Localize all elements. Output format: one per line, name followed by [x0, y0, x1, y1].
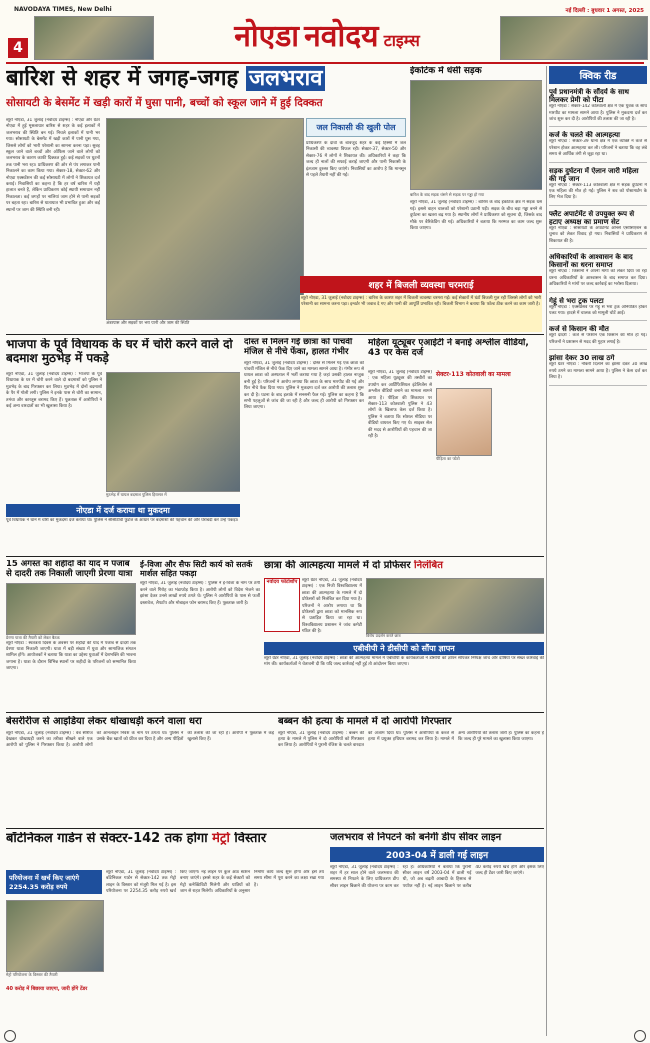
suicide-body: ब्यूरो ग्रेटर नोएडा, 31 जुलाई (नवोदय टाइम्स) : एक निजी विश्वविद्यालय में छात्रा की आत्महत्या के मामले में दो प्रोफेसरों को निलंबित कर दिया गया है। परिजनों ने आरोप लगाया था कि प्रोफेसरों द्वारा छात्रा को मानसिक रूप से प्रताड़ित किया जा रहा था। विश्वविद्यालय प्रशासन ने जांच कमेटी गठित की है।: [302, 578, 362, 635]
masthead-title-navoday: नवोदय: [304, 19, 379, 54]
quick-read-item-body: ब्यूरो नोएडा : सेक्टर-113 कोतवाली क्षेत्र में सड़क दुर्घटना में एक महिला की मौत हो गई। पुलिस ने शव को पोस्टमार्टम के लिए भेज दिया है।: [549, 182, 647, 201]
divider-4: [6, 828, 544, 829]
metro-caption: मेट्रो परियोजना के विस्तार की तैयारी: [6, 972, 58, 977]
quick-read-title: क्विक रीड: [549, 66, 647, 84]
suicide-headline-a: छात्रा की आत्महत्या मामले में दो प्रोफेसर: [264, 560, 411, 571]
quick-read-item: [549, 354, 647, 385]
quick-read-item-body: ब्यूरो नोएडा : सोसायटी के अपार्टमेंट ओनर्स एसोसिएशन के चुनाव को लेकर विवाद हो गया। निवासियों ने प्राधिकरण से शिकायत की है।: [549, 225, 647, 244]
masthead-photo-right: [500, 16, 648, 60]
register-mark-left: [4, 1030, 16, 1042]
dhansi-caption: बारिश के बाद सड़क धंसने से सड़क पर गड्ढा हो गया: [410, 192, 484, 198]
quick-read-item: [549, 325, 647, 350]
metro-headline: [6, 832, 326, 847]
metro-photo: [6, 900, 104, 972]
bijli-bar: शहर में बिजली व्यवस्था चरमराई: [300, 276, 542, 293]
quick-read-item-headline: सड़क दुर्घटना में ऐलान जारी महिला की गई जान: [549, 166, 639, 183]
suicide-bar: एबीवीपी ने डीसीपी को सौंपा ज्ञापन: [264, 642, 544, 655]
quick-read-item: [549, 253, 647, 292]
quick-read-column: [546, 66, 647, 1036]
shaheed-headline: 15 अगस्त को शहीदों की याद में पंजाब से दादरी तक निकाली जाएगी प्रेरणा यात्रा: [6, 560, 133, 579]
quick-read-item-headline: झांसा देकर 30 लाख ठगे: [549, 354, 615, 363]
youtuber-photo: [436, 388, 492, 456]
dhansi-body: ब्यूरो नोएडा, 31 जुलाई (नवोदय टाइम्स) : बारिश के बाद ईकोटेक क्षेत्र में सड़क धंस गई। इससे वाहन चालकों को परेशानी उठानी पड़ी। सड़क के बीच बड़ा गड्ढा बनने से दुर्घटना का खतरा बढ़ गया है। स्थानीय लोगों ने प्राधिकरण को सूचना दी, जिसके बाद मौके पर बैरिकेडिंग की गई। अधिकारियों ने बताया कि मरम्मत का काम जल्द शुरू किया जाएगा।: [410, 200, 542, 231]
masthead: [0, 0, 650, 62]
quick-read-item: [549, 210, 647, 249]
masthead-title: [162, 14, 492, 60]
metro-headline-a: बॉटेनिकल गार्डन से सेक्टर-142 तक होगा: [6, 832, 208, 846]
quick-read-item-body: ब्यूरो ग्रेटर नोएडा : नौकरी दिलाने का झांसा देकर 30 लाख रुपये ठगने का मामला सामने आया है। पुलिस ने केस दर्ज कर लिया है।: [549, 362, 647, 381]
suicide-headline: [264, 560, 544, 572]
quick-read-item: [549, 131, 647, 162]
lead-body: ब्यूरो नोएडा, 31 जुलाई (नवोदय टाइम्स) : नोएडा और ग्रेटर नोएडा में हुई मूसलाधार बारिश से शहर के कई इलाकों में जलभराव की स्थिति बन गई। निचले इलाकों में पानी भर गया। सोसायटी के बेसमेंट में खड़ी कारों में पानी घुस गया, जिससे लोगों को भारी परेशानी का सामना करना पड़ा। सुबह स्कूल जाने वाले बच्चों और ऑफिस जाने वाले लोगों को जलभराव के कारण काफी दिक्कत हुई। कई सड़कों पर घुटनों तक पानी भरा रहा। प्राधिकरण की ओर से पंप लगाकर पानी निकालने का काम किया गया। सेक्टर-18, सेक्टर-62 और नोएडा एक्सटेंशन की कई सोसायटी में लोगों ने शिकायत दर्ज कराई। निवासियों का कहना है कि हर वर्ष बारिश में यही हालात बनते हैं, लेकिन प्राधिकरण कोई स्थायी समाधान नहीं निकालता। कई जगहों पर नालियां जाम होने से पानी सड़कों पर बहता रहा। बारिश से यातायात भी प्रभावित हुआ और कई स्थानों पर जाम की स्थिति बनी रही।: [6, 118, 100, 213]
jal-headline: जलभराव से निपटने को बनेगी डीप सीवर लाइन: [330, 832, 502, 843]
quick-read-item-body: ब्यूरो दादरी : कर्ज से परेशान एक किसान की मौत हो गई। परिजनों ने प्रशासन से मदद की गुहार लगाई है।: [549, 333, 647, 345]
youtuber-story: [368, 338, 544, 538]
shaheed-story: [6, 560, 136, 710]
dhansi-photo: [410, 80, 542, 190]
quick-read-item-body: ब्यूरो नोएडा : किसानों ने अपनी मांगों को लेकर दिया जा रहा धरना अधिकारियों के आश्वासन के बाद समाप्त कर दिया। अधिकारियों ने मांगों पर जल्द कार्रवाई का भरोसा दिलाया।: [549, 269, 647, 288]
lead-headline: [6, 66, 406, 91]
suicide-story: [264, 560, 544, 710]
lead-photo-caption: अंडरपास और सड़कों पर भरा पानी और जाम की स्थिति: [106, 320, 190, 325]
robbery-body: ब्यूरो नोएडा, 31 जुलाई (नवोदय टाइम्स) : भाजपा के पूर्व विधायक के घर में चोरी करने वाले दो बदमाशों को पुलिस ने मुठभेड़ के बाद गिरफ्तार कर लिया। मुठभेड़ में दोनों बदमाशों के पैर में गोली लगी। पुलिस ने इनके पास से चोरी का सामान, तमंचा और कारतूस बरामद किए हैं। पूछताछ में आरोपियों ने कई अन्य वारदातों का भी खुलासा किया है।: [6, 372, 102, 410]
masthead-date: नई दिल्ली : बुधवार 1 अगस्त, 2025: [565, 8, 644, 14]
metro-story: [6, 832, 326, 1032]
youtuber-headline: महिला यूट्यूबर एआईटी ने बनाई अश्लील वीडियो, 43 पर केस दर्ज: [368, 338, 529, 359]
bijli-story: [300, 276, 542, 332]
jal-body: ब्यूरो नोएडा, 31 जुलाई (नवोदय टाइम्स) : शहर में हर साल होने वाले जलभराव की समस्या से निपटने के लिए प्राधिकरण डीप सीवर लाइन बिछाने की योजना पर काम कर रहा है। अधिकारियों ने बताया कि पुरानी सीवर लाइन वर्ष 2003-04 में डाली गई थी, जो अब बढ़ती आबादी के हिसाब से पर्याप्त नहीं है। नई लाइन बिछाने पर करीब 40 करोड़ रुपये खर्च होंगे और इसके लिए जल्द ही टेंडर जारी किए जाएंगे।: [330, 864, 544, 889]
dhansi-story: [410, 66, 542, 274]
lead-sidebox-title: जल निकासी की खुली पोल: [306, 118, 406, 137]
lead-headline-b: जलभराव: [246, 66, 326, 91]
metro-headline-b: मेट्रो: [212, 832, 230, 846]
shaheed-photo: [6, 583, 136, 635]
suicide-photo-caption: विरोध प्रदर्शन करते छात्र: [366, 633, 401, 638]
suicide-headline-b: निलंबित: [414, 560, 443, 571]
quick-read-list: [549, 88, 647, 386]
youtuber-photo-caption: पीड़िता का फोटो: [436, 456, 460, 461]
masthead-title-times: टाइम्स: [383, 31, 420, 50]
suicide-photo: [366, 578, 544, 634]
quick-read-item: [549, 88, 647, 127]
quick-read-item-headline: गेहूं से भरा ट्रक पलटा: [549, 296, 604, 305]
masthead-paper-name: NAVODAYA TIMES, New Delhi: [14, 6, 112, 13]
evisa-headline: ई-विजा और सैफ सिटी कार्य को सतर्क मार्शल सहित पकड़ा: [140, 560, 253, 579]
robbery-photo: [106, 372, 240, 492]
quick-read-item-headline: कर्ज के चलते की आत्महत्या: [549, 131, 620, 140]
dhansi-headline: ईकोटेक में धंसी सड़क: [410, 66, 482, 76]
metro-headline-c: विस्तार: [234, 832, 267, 846]
register-mark-right: [634, 1030, 646, 1042]
robbery-bar: नोएडा में दर्ज कराया था मुकदमा: [6, 504, 240, 517]
divider-3: [6, 712, 544, 713]
youtuber-body: ब्यूरो नोएडा, 31 जुलाई (नवोदय टाइम्स) : एक महिला यूट्यूबर की तस्वीरों का उपयोग कर आर्टिफिशियल इंटेलिजेंस से अश्लील वीडियो बनाने का मामला सामने आया है। पीड़िता की शिकायत पर सेक्टर-113 कोतवाली पुलिस ने 43 लोगों के खिलाफ केस दर्ज किया है। पुलिस ने बताया कि सोशल मीडिया पर वीडियो वायरल किए गए थे। साइबर सेल की मदद से आरोपियों की पहचान की जा रही है।: [368, 370, 432, 440]
quick-read-item-headline: कर्ज से किसान की मौत: [549, 325, 609, 334]
bijli-body: ब्यूरो नोएडा, 31 जुलाई (नवोदय टाइम्स) : बारिश के कारण शहर में बिजली व्यवस्था चरमरा गई। कई सेक्टरों में घंटों बिजली गुल रही जिससे लोगों को भारी परेशानी का सामना करना पड़ा। इन्वर्टर भी जवाब दे गए और पानी की आपूर्ति प्रभावित रही। बिजली विभाग ने बताया कि फॉल्ट ठीक करने का काम जारी है।: [300, 295, 542, 332]
shaheed-body: ब्यूरो नोएडा : स्वतंत्रता दिवस के अवसर पर शहीदों की याद में पंजाब से दादरी तक प्रेरणा यात्रा निकाली जाएगी। यात्रा में बड़ी संख्या में युवा और सामाजिक संगठन शामिल होंगे। आयोजकों ने बताया कि यात्रा का उद्देश्य युवाओं में देशभक्ति की भावना जगाना है। यात्रा के दौरान विभिन्न स्थानों पर शहीदों के परिजनों को सम्मानित किया जाएगा।: [6, 640, 136, 672]
lead-headline-a: बारिश से शहर में जगह-जगह: [6, 66, 239, 91]
masthead-rule: [6, 62, 644, 64]
quick-read-item: [549, 297, 647, 322]
evisa-story: [140, 560, 260, 710]
divider-2: [6, 556, 544, 557]
suicide-bar-body: ब्यूरो ग्रेटर नोएडा, 31 जुलाई (नवोदय टाइम्स) : छात्रा की आत्महत्या मामले में एबीवीपी के कार्यकर्ताओं ने डीसीपी को ज्ञापन सौंपकर निष्पक्ष जांच और दोषियों पर सख्त कार्रवाई की मांग की। कार्यकर्ताओं ने चेतावनी दी कि यदि जल्द कार्रवाई नहीं हुई तो आंदोलन किया जाएगा।: [264, 656, 544, 668]
masthead-title-noida: नोएडा: [234, 19, 300, 54]
metro-body: ब्यूरो नोएडा, 31 जुलाई (नवोदय टाइम्स) : बॉटेनिकल गार्डन से सेक्टर-142 तक मेट्रो लाइन के विस्तार को मंजूरी मिल गई है। इस परियोजना पर 2254.35 करोड़ रुपये खर्च किए जाएंगे। नई लाइन पर कुल आठ स्टेशन बनाए जाएंगे। इससे शहर के कई सेक्टरों को मेट्रो कनेक्टिविटी मिलेगी और यात्रियों को जाम से राहत मिलेगी। अधिकारियों के अनुसार निर्माण कार्य जल्द शुरू होगा और इसे तय समय सीमा में पूरा करने का लक्ष्य रखा गया है।: [106, 870, 324, 895]
dost-headline: दोस्त से मिलने गई छात्रा को पांचवीं मंजिल से नीचे फेंका, हालत गंभीर: [244, 338, 353, 357]
quick-read-item-headline: फ्लैट अपार्टमेंट से उपयुक्त रूप से हटाए अध्यक्ष का प्रमाण सेट: [549, 209, 635, 226]
masthead-photo-left: [34, 16, 154, 60]
babban-headline: बब्बन की हत्या के मामले में दो आरोपी गिरफ्तार: [278, 716, 452, 727]
divider-1: [6, 334, 544, 335]
suicide-promo: नवोदय फोटोशॉप: [264, 578, 300, 632]
quick-read-item-headline: पूर्व प्रधानमंत्री के सौंदर्य के साथ मिलकर प्रेमी को पीटा: [549, 88, 629, 105]
fraud-body: ब्यूरो नोएडा, 31 जुलाई (नवोदय टाइम्स) : वेब सीरीज देखकर धोखाधड़ी करने का तरीका सीखने वाले एक आरोपी को पुलिस ने गिरफ्तार किया है। आरोपी लोगों को ऑनलाइन निवेश के नाम पर ठगता था। पुलिस ने उसके बैंक खातों को फ्रीज कर दिया है और अन्य पीड़ितों की तलाश की जा रही है। आरोपी ने पूछताछ में कई खुलासे किए हैं।: [6, 730, 274, 749]
metro-tag: 40 करोड़ में बिछाया जाएगा, जारी होंगे टेंडर: [6, 986, 88, 992]
lead-sidebox-body: प्राधिकरण के दावों के बावजूद शहर के कई हिस्सों में जल निकासी की व्यवस्था विफल रही। सेक्टर-37, सेक्टर-50 और सेक्टर-76 में लोगों ने शिकायत की। अधिकारियों ने कहा कि जल्द ही नालों की सफाई कराई जाएगी और पानी निकासी के इंतजाम दुरुस्त किए जाएंगे। निवासियों का आरोप है कि मानसून से पहले तैयारी नहीं की गई।: [306, 141, 406, 179]
lead-photo: [106, 118, 304, 320]
youtuber-tag: सेक्टर-113 कोतवाली का मामला: [436, 371, 511, 378]
lead-subhead: सोसायटी के बेसमेंट में खड़ी कारों में घुसा पानी, बच्चों को स्कूल जाने में हुई दिक्कत: [6, 97, 323, 109]
fraud-story: [6, 716, 274, 826]
babban-body: ब्यूरो नोएडा, 31 जुलाई (नवोदय टाइम्स) : बब्बन की हत्या के मामले में पुलिस ने दो आरोपियों को गिरफ्तार कर लिया है। आरोपियों ने पुरानी रंजिश के चलते वारदात को अंजाम दिया था। पुलिस ने आरोपियों के कब्जे से हत्या में प्रयुक्त हथियार बरामद कर लिया है। मामले में अन्य आरोपियों की तलाश जारी है। पुलिस का कहना है कि जल्द ही पूरे मामले का खुलासा किया जाएगा।: [278, 730, 544, 749]
fraud-headline: बेसरीरीज से आइडिया लेकर धोखाधड़ी करने वाला धरा: [6, 716, 202, 727]
robbery-story: [6, 338, 240, 538]
quick-read-item: [549, 167, 647, 206]
robbery-headline: भाजपा के पूर्व विधायक के घर में चोरी करने वाले दो बदमाश मुठभेड़ में पकड़े: [6, 338, 233, 365]
quick-read-item-headline: अधिकारियों के आश्वासन के बाद किसानों का धरना समाप्त: [549, 253, 633, 270]
quick-read-item-body: ब्यूरो नोएडा : सेक्टर-142 कोतवाली क्षेत्र में एक युवक के साथ मारपीट का मामला सामने आया है। पुलिस ने मुकदमा दर्ज कर जांच शुरू कर दी है। आरोपियों की तलाश की जा रही है।: [549, 104, 647, 122]
metro-box: परियोजना में खर्च किए जाएंगे 2254.35 करोड़ रुपये: [6, 870, 102, 894]
evisa-body: ब्यूरो नोएडा, 31 जुलाई (नवोदय टाइम्स) : पुलिस ने ई-विजा के नाम पर ठगी करने वाले गिरोह का भंडाफोड़ किया है। आरोपी लोगों को विदेश भेजने का झांसा देकर उनसे लाखों रुपये ठगते थे। पुलिस ने आरोपियों के पास से फर्जी दस्तावेज, लैपटॉप और मोबाइल फोन बरामद किए हैं। पूछताछ जारी है।: [140, 581, 260, 606]
page-number: 4: [8, 38, 28, 58]
robbery-caption: मुठभेड़ में घायल बदमाश पुलिस हिरासत में: [106, 492, 167, 497]
jal-bar: 2003-04 में डाली गई लाइन: [330, 847, 544, 862]
dost-body: ब्यूरो नोएडा, 31 जुलाई (नवोदय टाइम्स) : दोस्त से मिलने गई एक छात्रा को पांचवीं मंजिल से नीचे फेंक दिए जाने का मामला सामने आया है। गंभीर रूप से घायल छात्रा को अस्पताल में भर्ती कराया गया है जहां उसकी हालत नाजुक बनी हुई है। परिजनों ने आरोप लगाया कि छात्रा के साथ मारपीट की गई और फिर नीचे फेंक दिया गया। पुलिस ने मुकदमा दर्ज कर आरोपी की तलाश शुरू कर दी है। घटना के बाद इलाके में सनसनी फैल गई। पुलिस का कहना है कि सभी पहलुओं से जांच की जा रही है और जल्द ही आरोपी को गिरफ्तार कर लिया जाएगा।: [244, 360, 364, 411]
jal-story: [330, 832, 544, 1032]
robbery-bar-body: पूर्व विधायक ने थाने में चोरी का मुकदमा दर्ज कराया था। पुलिस ने सीसीटीवी फुटेज के आधार पर बदमाशों की पहचान की और घेराबंदी कर उन्हें पकड़ा।: [6, 518, 239, 523]
shaheed-caption: प्रेरणा यात्रा की तैयारी को लेकर बैठक: [6, 634, 60, 640]
quick-read-item-body: ब्यूरो नोएडा : एक्सप्रेसवे पर गेहूं से भरा ट्रक अनियंत्रित होकर पलट गया। हादसे में चालक को मामूली चोटें आईं।: [549, 304, 647, 316]
quick-read-item-body: ब्यूरो नोएडा : सेक्टर-39 थाना क्षेत्र में एक व्यक्ति ने कर्ज से परेशान होकर आत्महत्या कर ली। परिजनों ने बताया कि वह लंबे समय से आर्थिक तंगी से जूझ रहा था।: [549, 139, 647, 158]
dost-story: [244, 338, 364, 538]
babban-story: [278, 716, 544, 826]
